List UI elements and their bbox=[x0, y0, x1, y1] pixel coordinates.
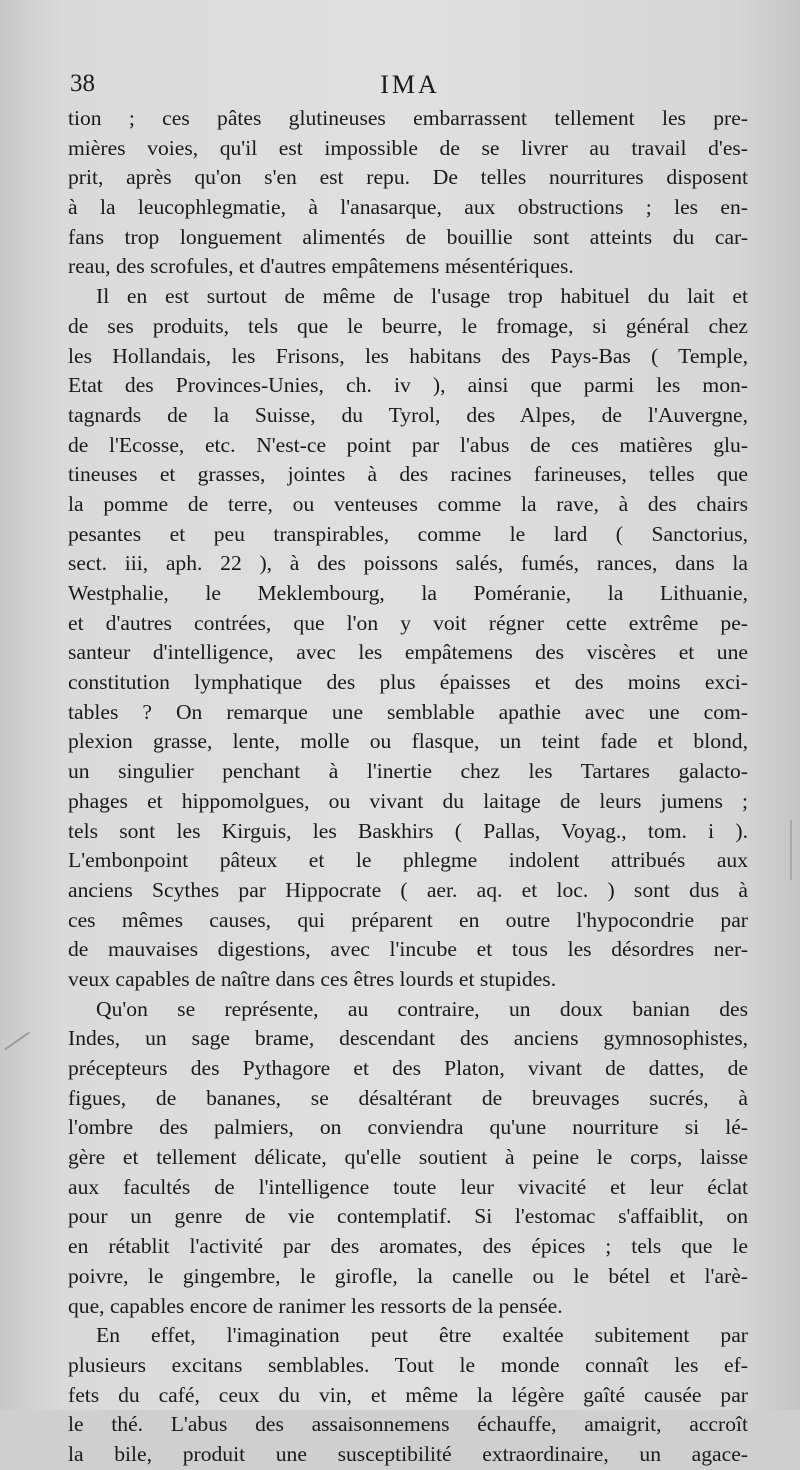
text-line: anciens Scythes par Hippocrate ( aer. aq. et loc. ) sont dus à bbox=[68, 877, 748, 902]
body-text bbox=[68, 104, 748, 1470]
text-line: tagnards de la Suisse, du Tyrol, des Alpes, de l'Auvergne, bbox=[68, 402, 748, 427]
text-line: sect. iii, aph. 22 ), à des poissons salés, fumés, rances, dans la bbox=[68, 551, 748, 576]
text-line: la bile, produit une susceptibilité extraordinaire, un agace- bbox=[68, 1441, 748, 1466]
text-line: Qu'on se représente, au contraire, un doux banian des bbox=[96, 996, 748, 1021]
running-head: IMA bbox=[380, 70, 440, 99]
text-line: L'embonpoint pâteux et le phlegme indolent attribués aux bbox=[68, 848, 748, 873]
text-line: tels sont les Kirguis, les Baskhirs ( Pallas, Voyag., tom. i ). bbox=[68, 818, 748, 843]
text-line: pour un genre de vie contemplatif. Si l'estomac s'affaiblit, on bbox=[68, 1204, 748, 1229]
text-line: Westphalie, le Meklembourg, la Poméranie, la Lithuanie, bbox=[68, 581, 748, 605]
text-line: poivre, le gingembre, le girofle, la canelle ou le bétel et l'arè- bbox=[68, 1263, 748, 1288]
text-line: aux facultés de l'intelligence toute leur vivacité et leur éclat bbox=[68, 1174, 748, 1199]
text-line: tables ? On remarque une semblable apathie avec une com- bbox=[68, 699, 748, 724]
text-line: plexion grasse, lente, molle ou flasque, un teint fade et blond, bbox=[68, 729, 748, 754]
text-line: veux capables de naître dans ces êtres lourds et stupides. bbox=[68, 966, 557, 991]
text-line: un singulier penchant à l'inertie chez les Tartares galacto- bbox=[68, 759, 748, 784]
text-line: phages et hippomolgues, ou vivant du laitage de leurs jumens ; bbox=[68, 788, 748, 813]
text-line: précepteurs des Pythagore et des Platon, vivant de dattes, de bbox=[68, 1056, 748, 1080]
text-line: figues, de bananes, se désaltérant de breuvages sucrés, à bbox=[68, 1085, 748, 1110]
text-line: Etat des Provinces-Unies, ch. iv ), ainsi que parmi les mon- bbox=[68, 373, 748, 398]
text-line: le thé. L'abus des assaisonnemens échauffe, amaigrit, accroît bbox=[68, 1412, 748, 1437]
text-line: en rétablit l'activité par des aromates, des épices ; tels que le bbox=[68, 1234, 748, 1259]
text-line: pesantes et peu transpirables, comme le lard ( Sanctorius, bbox=[68, 521, 748, 546]
text-line: gère et tellement délicate, qu'elle soutient à peine le corps, laisse bbox=[68, 1145, 748, 1170]
text-line: l'ombre des palmiers, on conviendra qu'une nourriture si lé- bbox=[68, 1115, 748, 1140]
text-line: les Hollandais, les Frisons, les habitans des Pays-Bas ( Temple, bbox=[68, 343, 748, 368]
margin-mark bbox=[790, 820, 792, 880]
text-line: En effet, l'imagination peut être exaltée subitement par bbox=[96, 1323, 748, 1348]
text-line: fans trop longuement alimentés de bouillie sont atteints du car- bbox=[68, 224, 748, 249]
text-line: de l'Ecosse, etc. N'est-ce point par l'abus de ces matières glu- bbox=[68, 432, 748, 457]
text-line: ces mêmes causes, qui préparent en outre l'hypocondrie par bbox=[68, 907, 748, 932]
text-line: santeur d'intelligence, avec les empâtemens des viscères et une bbox=[68, 640, 748, 665]
text-line: reau, des scrofules, et d'autres empâtemens mésentériques. bbox=[68, 254, 574, 279]
text-line: de mauvaises digestions, avec l'incube et tous les désordres ner- bbox=[68, 937, 748, 962]
text-line: Indes, un sage brame, descendant des anciens gymnosophistes, bbox=[68, 1026, 748, 1051]
text-line: que, capables encore de ranimer les ressorts de la pensée. bbox=[68, 1293, 563, 1318]
text-line: et d'autres contrées, que l'on y voit régner cette extrême pe- bbox=[68, 610, 748, 635]
text-line: tineuses et grasses, jointes à des racines farineuses, telles que bbox=[68, 462, 748, 487]
page-header bbox=[70, 70, 750, 106]
text-line: fets du café, ceux du vin, et même la légère gaîté causée par bbox=[68, 1382, 748, 1407]
text-line: à la leucophlegmatie, à l'anasarque, aux obstructions ; les en- bbox=[68, 195, 748, 220]
page-number: 38 bbox=[70, 70, 95, 97]
text-line: Il en est surtout de même de l'usage trop habituel du lait et bbox=[96, 284, 748, 309]
text-line: de ses produits, tels que le beurre, le fromage, si général chez bbox=[68, 313, 748, 338]
paper-fold-mark bbox=[4, 1032, 30, 1051]
text-line: la pomme de terre, ou venteuses comme la rave, à des chairs bbox=[68, 491, 748, 516]
text-line: constitution lymphatique des plus épaisses et des moins exci- bbox=[68, 670, 748, 695]
text-line: plusieurs excitans semblables. Tout le monde connaît les ef- bbox=[68, 1352, 748, 1377]
text-line: prit, après qu'on s'en est repu. De telles nourritures disposent bbox=[68, 165, 748, 190]
text-line: mières voies, qu'il est impossible de se livrer au travail d'es- bbox=[68, 135, 748, 160]
text-line: tion ; ces pâtes glutineuses embarrassent tellement les pre- bbox=[68, 106, 748, 130]
